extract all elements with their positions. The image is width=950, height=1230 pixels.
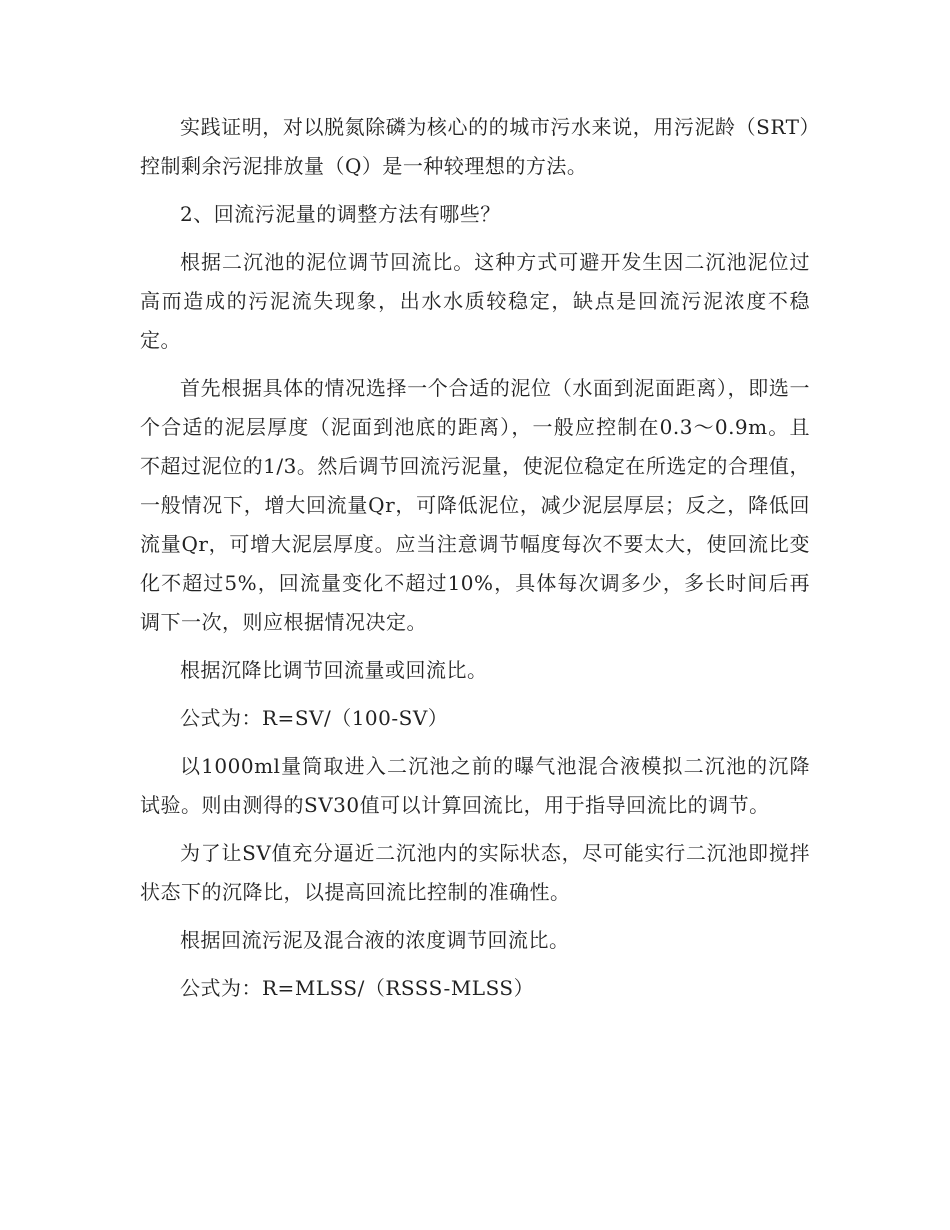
formula-mlss: 公式为：R=MLSS/（RSSS-MLSS） (180, 976, 535, 1000)
question-heading-return-sludge: 2、回流污泥量的调整方法有哪些？ (180, 202, 501, 226)
paragraph-settling-test: 以1000ml量筒取进入二沉池之前的曝气池混合液模拟二沉池的沉降试验。则由测得的SV30值可以计算回流比，用于指导回流比的调节。 (140, 754, 810, 817)
paragraph-sludge-level-method: 根据二沉池的泥位调节回流比。这种方式可避开发生因二沉池泥位过高而造成的污泥流失现象，出水水质较稳定，缺点是回流污泥浓度不稳定。 (140, 250, 810, 352)
paragraph-sv-accuracy: 为了让SV值充分逼近二沉池内的实际状态，尽可能实行二沉池即搅拌状态下的沉降比，以提高回流比控制的准确性。 (140, 841, 810, 904)
paragraph-concentration-method: 根据回流污泥及混合液的浓度调节回流比。 (180, 928, 570, 952)
paragraph-srt-method: 实践证明，对以脱氮除磷为核心的的城市污水来说，用污泥龄（SRT）控制剩余污泥排放量（Q）是一种较理想的方法。 (140, 115, 810, 178)
document-body (140, 108, 810, 1017)
paragraph-settling-ratio-method: 根据沉降比调节回流量或回流比。 (180, 658, 488, 682)
formula-sv: 公式为：R=SV/（100-SV） (180, 706, 449, 730)
paragraph-sludge-level-procedure: 首先根据具体的情况选择一个合适的泥位（水面到泥面距离），即选一个合适的泥层厚度（泥面到池底的距离），一般应控制在0.3～0.9m。且不超过泥位的1/3。然后调节回流污泥量，使泥位稳定在所选定的合理值，一般情况下，增大回流量Qr，可降低泥位，减少泥层厚层；反之，降低回流量Qr，可增大泥层厚度。应当注意调节幅度每次不要太大，使回流比变化不超过5%，回流量变化不超过10%，具体每次调多少，多长时间后再调下一次，则应根据情况决定。 (140, 376, 810, 634)
